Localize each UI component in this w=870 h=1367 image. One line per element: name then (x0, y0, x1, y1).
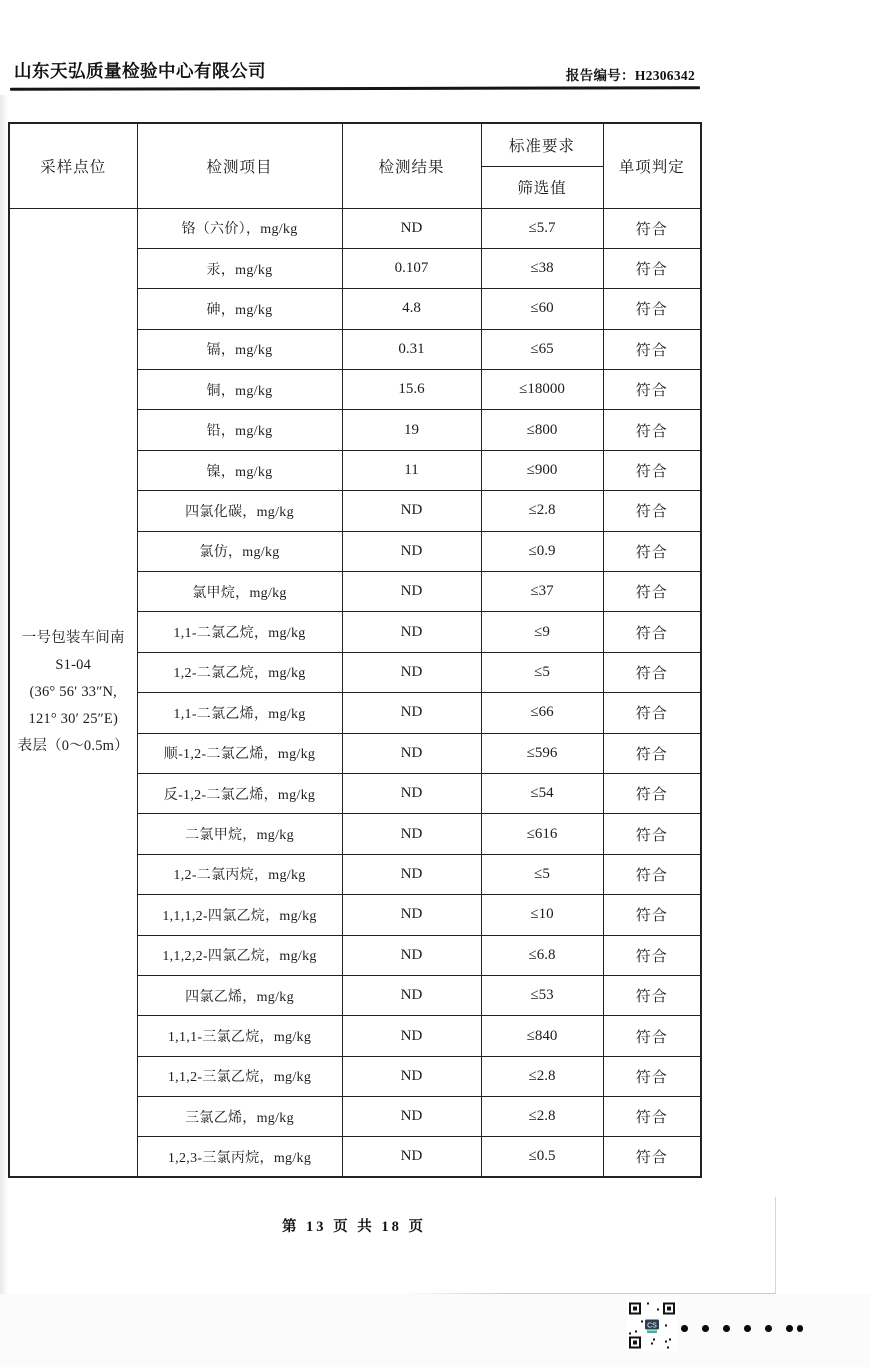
dot (797, 1325, 804, 1332)
judgment-cell: 符合 (603, 572, 701, 612)
test-result-cell: 0.31 (342, 329, 481, 369)
test-item-cell: 1,1,2-三氯乙烷，mg/kg (137, 1056, 342, 1096)
test-item-cell: 1,2,3-三氯丙烷，mg/kg (137, 1137, 342, 1177)
header-test-result: 检测结果 (342, 123, 481, 208)
test-result-cell: ND (342, 491, 481, 531)
test-item-cell: 反-1,2-二氯乙烯，mg/kg (137, 773, 342, 813)
header-judgment: 单项判定 (603, 123, 701, 208)
scan-left-edge-shadow (0, 95, 8, 1340)
judgment-cell: 符合 (603, 1097, 701, 1137)
test-item-cell: 铜，mg/kg (137, 370, 342, 410)
screening-value-cell: ≤0.9 (481, 531, 603, 571)
screening-value-cell: ≤2.8 (481, 1056, 603, 1096)
test-result-cell: ND (342, 531, 481, 571)
test-item-cell: 镍，mg/kg (137, 450, 342, 490)
test-item-cell: 四氯乙烯，mg/kg (137, 975, 342, 1015)
dot (765, 1325, 772, 1332)
judgment-cell: 符合 (603, 370, 701, 410)
header-screening-value: 筛选值 (481, 166, 603, 208)
dot (744, 1325, 751, 1332)
test-result-cell: ND (342, 1097, 481, 1137)
judgment-cell: 符合 (603, 693, 701, 733)
header-divider-line (10, 86, 700, 90)
test-item-cell: 铅，mg/kg (137, 410, 342, 450)
screening-value-cell: ≤65 (481, 329, 603, 369)
page-bottom-edge (400, 1293, 776, 1294)
test-item-cell: 1,1,1,2-四氯乙烷，mg/kg (137, 895, 342, 935)
judgment-cell: 符合 (603, 1137, 701, 1177)
dot (786, 1325, 793, 1332)
judgment-cell: 符合 (603, 733, 701, 773)
sample-point-line: 一号包装车间南 (21, 629, 125, 646)
judgment-cell: 符合 (603, 531, 701, 571)
test-result-cell: 19 (342, 410, 481, 450)
test-result-cell: ND (342, 572, 481, 612)
test-item-cell: 氯仿，mg/kg (137, 531, 342, 571)
screening-value-cell: ≤2.8 (481, 491, 603, 531)
screening-value-cell: ≤38 (481, 248, 603, 288)
test-item-cell: 1,1,1-三氯乙烷，mg/kg (137, 1016, 342, 1056)
test-result-cell: ND (342, 854, 481, 894)
test-item-cell: 铬（六价），mg/kg (137, 208, 342, 248)
company-name: 山东天弘质量检验中心有限公司 (14, 61, 266, 81)
judgment-cell: 符合 (603, 895, 701, 935)
test-result-cell: 0.107 (342, 248, 481, 288)
screening-value-cell: ≤800 (481, 410, 603, 450)
screening-value-cell: ≤5 (481, 652, 603, 692)
judgment-cell: 符合 (603, 975, 701, 1015)
test-item-cell: 四氯化碳，mg/kg (137, 491, 342, 531)
header-standard-requirement: 标准要求 (481, 123, 603, 166)
report-number-value: H2306342 (634, 68, 695, 83)
report-number-label: 报告编号： (565, 68, 635, 83)
judgment-cell: 符合 (603, 248, 701, 288)
test-result-cell: ND (342, 975, 481, 1015)
test-result-cell: ND (342, 1056, 481, 1096)
judgment-cell: 符合 (603, 410, 701, 450)
page-number-footer: 第 13 页 共 18 页 (281, 1219, 427, 1235)
judgment-cell: 符合 (603, 854, 701, 894)
table-header (9, 123, 701, 208)
judgment-cell: 符合 (603, 450, 701, 490)
judgment-cell: 符合 (603, 491, 701, 531)
test-item-cell: 镉，mg/kg (137, 329, 342, 369)
test-item-cell: 氯甲烷，mg/kg (137, 572, 342, 612)
dot (702, 1325, 709, 1332)
judgment-cell: 符合 (603, 935, 701, 975)
screening-value-cell: ≤9 (481, 612, 603, 652)
test-item-cell: 汞，mg/kg (137, 248, 342, 288)
page-right-edge (775, 1197, 776, 1294)
judgment-cell: 符合 (603, 1016, 701, 1056)
test-result-cell: 11 (342, 450, 481, 490)
sample-point-line: 121° 30′ 25″E) (28, 710, 118, 727)
screening-value-cell: ≤2.8 (481, 1097, 603, 1137)
test-result-cell: 4.8 (342, 289, 481, 329)
test-item-cell: 顺-1,2-二氯乙烯，mg/kg (137, 733, 342, 773)
test-result-cell: ND (342, 733, 481, 773)
screening-value-cell: ≤53 (481, 975, 603, 1015)
judgment-cell: 符合 (603, 652, 701, 692)
screening-value-cell: ≤66 (481, 693, 603, 733)
qr-code-image (627, 1300, 677, 1351)
test-item-cell: 1,1,2,2-四氯乙烷，mg/kg (137, 935, 342, 975)
screening-value-cell: ≤616 (481, 814, 603, 854)
svg-text:CS: CS (647, 1322, 657, 1330)
screening-value-cell: ≤5 (481, 854, 603, 894)
judgment-cell: 符合 (603, 1056, 701, 1096)
test-results-table (8, 122, 702, 1178)
header-sample-point: 采样点位 (9, 123, 137, 208)
test-result-cell: ND (342, 814, 481, 854)
screening-value-cell: ≤900 (481, 450, 603, 490)
judgment-cell: 符合 (603, 612, 701, 652)
test-item-cell: 1,1-二氯乙烯，mg/kg (137, 693, 342, 733)
sample-point-line: 表层（0～0.5m） (17, 737, 129, 754)
test-result-cell: ND (342, 1137, 481, 1177)
screening-value-cell: ≤18000 (481, 370, 603, 410)
screening-value-cell: ≤5.7 (481, 208, 603, 248)
header-test-item: 检测项目 (137, 123, 342, 208)
judgment-cell: 符合 (603, 814, 701, 854)
judgment-cell: 符合 (603, 329, 701, 369)
screening-value-cell: ≤596 (481, 733, 603, 773)
dotted-line (681, 1325, 818, 1332)
test-item-cell: 1,1-二氯乙烷，mg/kg (137, 612, 342, 652)
table-body (9, 208, 701, 1177)
screening-value-cell: ≤54 (481, 773, 603, 813)
qr-code (627, 1300, 677, 1351)
test-item-cell: 砷，mg/kg (137, 289, 342, 329)
screening-value-cell: ≤60 (481, 289, 603, 329)
test-result-cell: ND (342, 208, 481, 248)
screening-value-cell: ≤840 (481, 1016, 603, 1056)
test-result-cell: ND (342, 652, 481, 692)
test-result-cell: ND (342, 1016, 481, 1056)
test-result-cell: 15.6 (342, 370, 481, 410)
screening-value-cell: ≤10 (481, 895, 603, 935)
test-item-cell: 二氯甲烷，mg/kg (137, 814, 342, 854)
test-result-cell: ND (342, 612, 481, 652)
screening-value-cell: ≤37 (481, 572, 603, 612)
screening-value-cell: ≤6.8 (481, 935, 603, 975)
test-item-cell: 三氯乙烯，mg/kg (137, 1097, 342, 1137)
test-result-cell: ND (342, 895, 481, 935)
test-item-cell: 1,2-二氯丙烷，mg/kg (137, 854, 342, 894)
sample-point-line: S1-04 (55, 656, 92, 673)
screening-value-cell: ≤0.5 (481, 1137, 603, 1177)
report-number (566, 64, 695, 84)
sample-point-line: (36° 56′ 33″N, (29, 683, 117, 700)
test-result-cell: ND (342, 693, 481, 733)
judgment-cell: 符合 (603, 289, 701, 329)
judgment-cell: 符合 (603, 208, 701, 248)
table-row (9, 208, 701, 248)
dot (681, 1325, 688, 1332)
test-result-cell: ND (342, 935, 481, 975)
dot (723, 1325, 730, 1332)
test-result-cell: ND (342, 773, 481, 813)
judgment-cell: 符合 (603, 773, 701, 813)
sample-point-cell (9, 208, 137, 1177)
test-item-cell: 1,2-二氯乙烷，mg/kg (137, 652, 342, 692)
